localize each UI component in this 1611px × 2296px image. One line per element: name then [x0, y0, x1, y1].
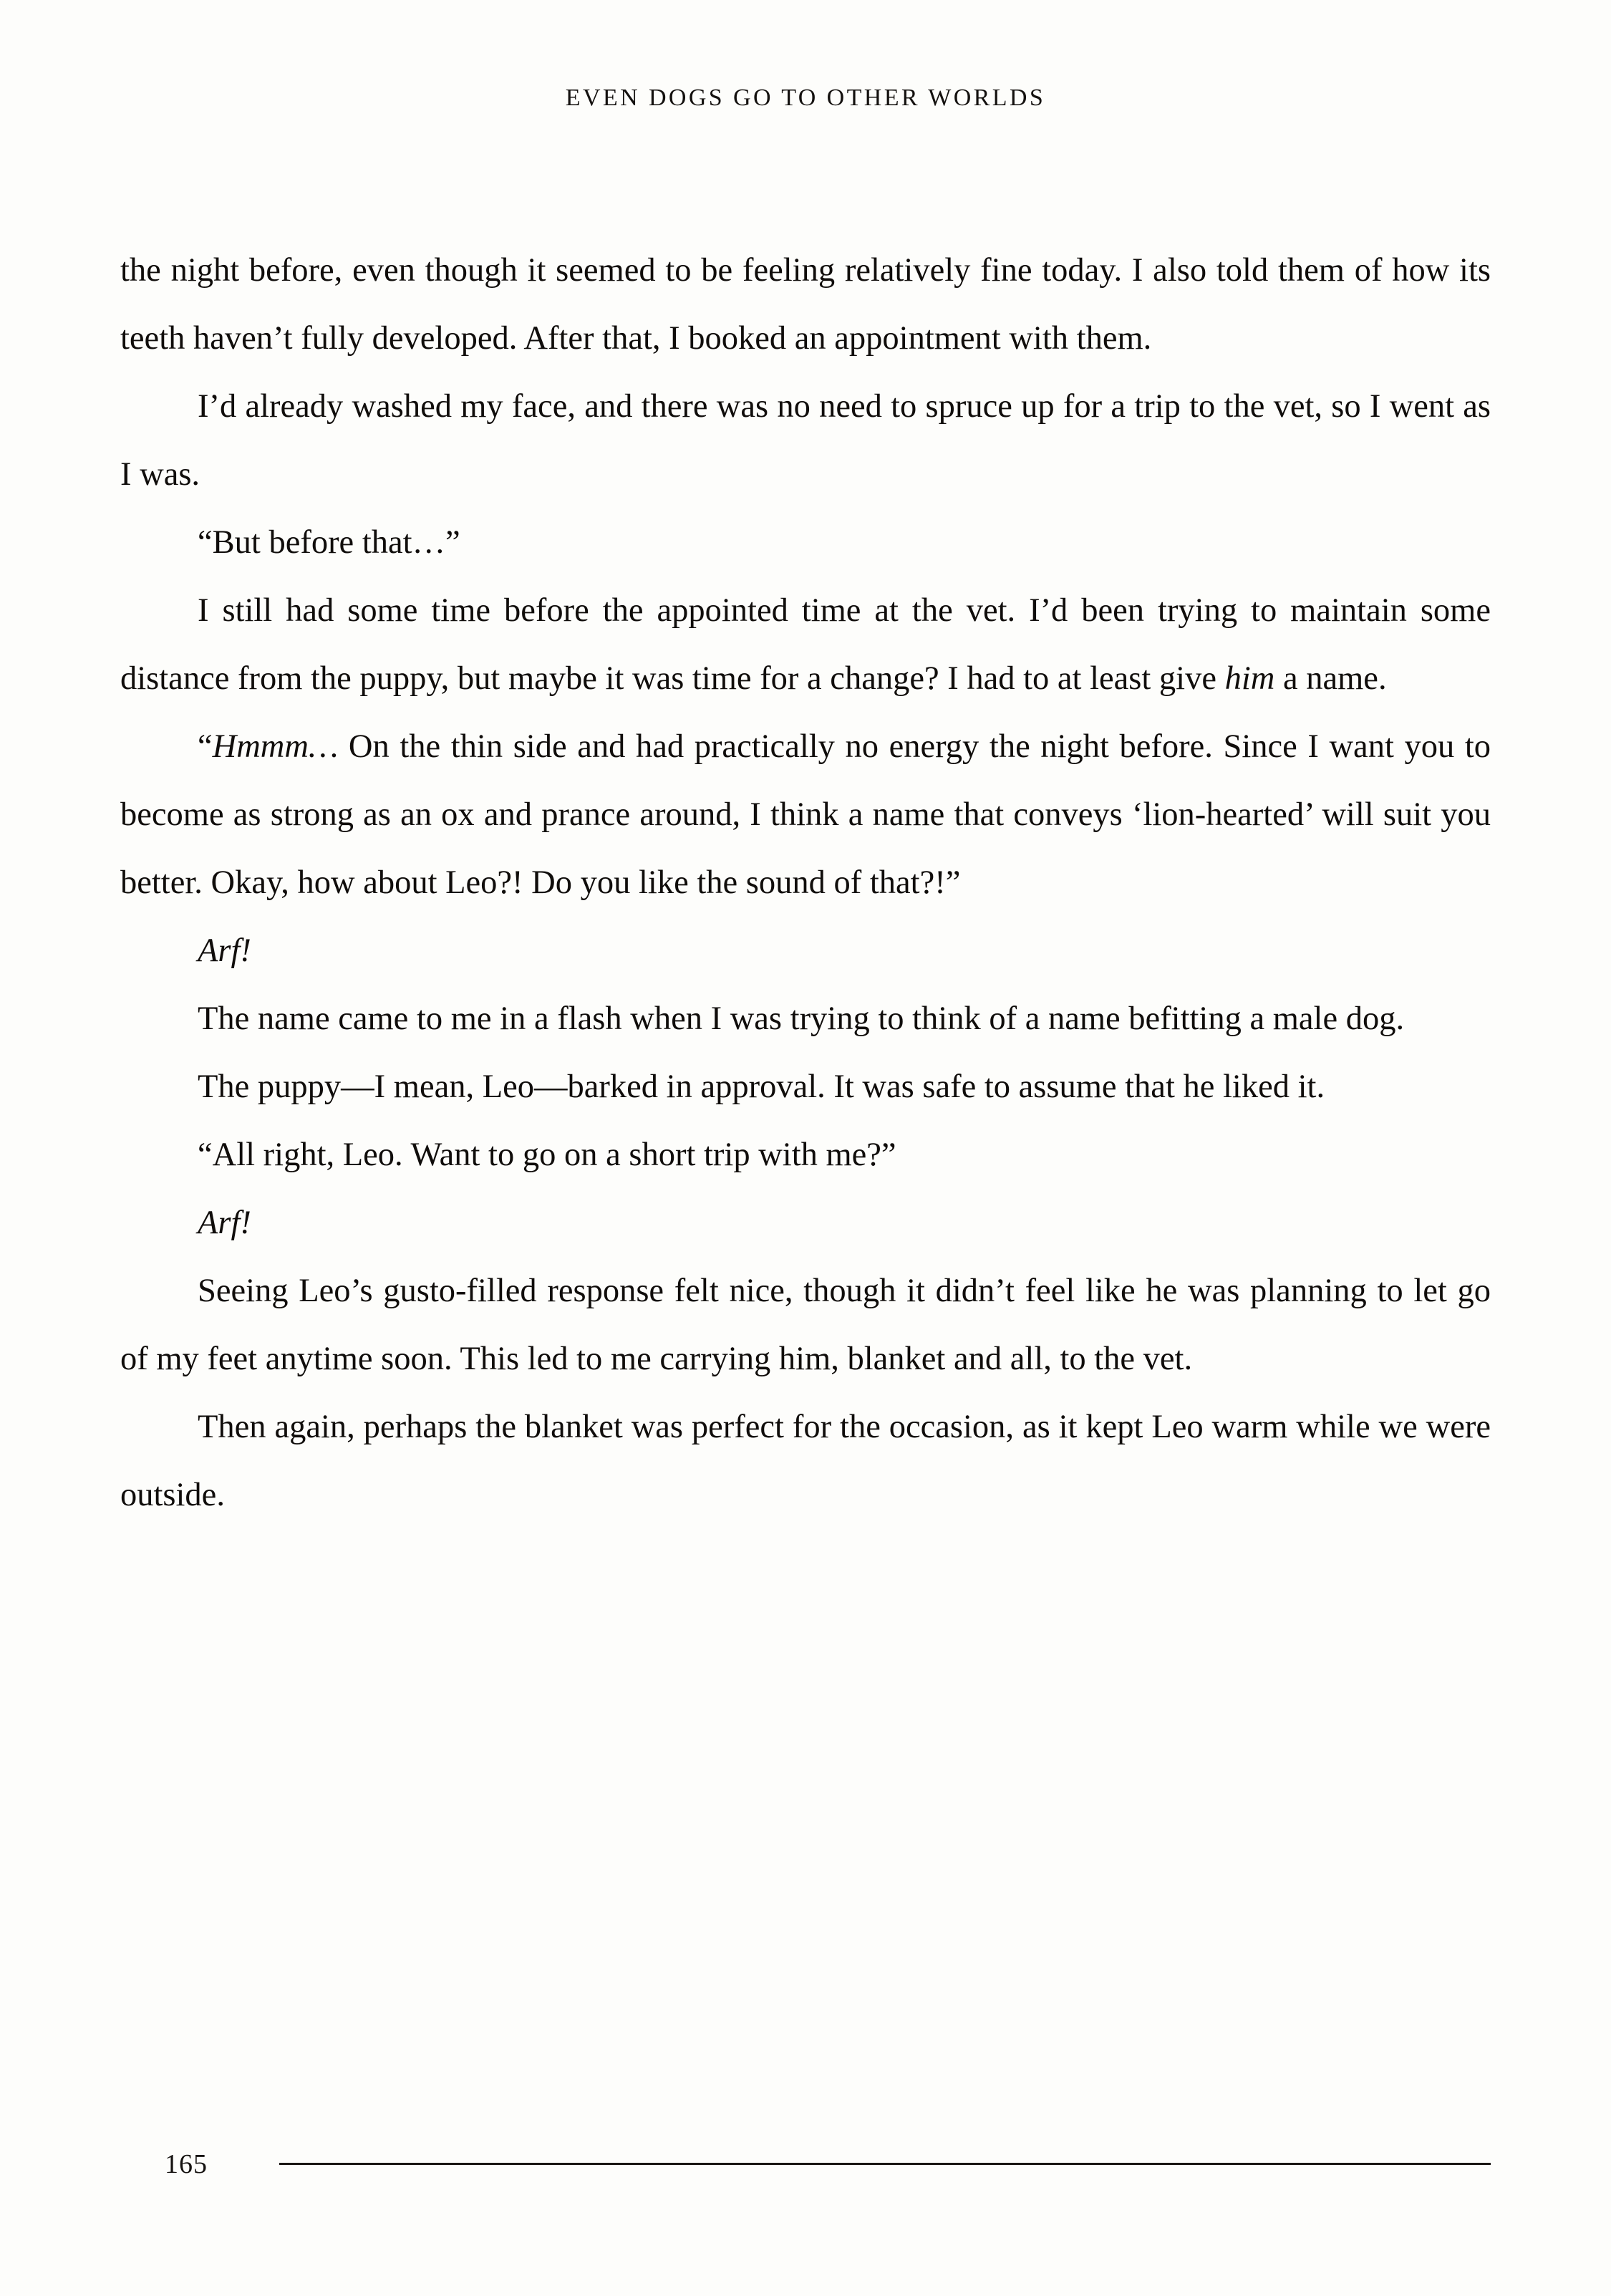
- paragraph-text: The name came to me in a flash when I was trying to think of a name befitting a male dog.: [198, 1000, 1405, 1037]
- paragraph: [120, 236, 1491, 372]
- paragraph: [120, 1053, 1491, 1121]
- paragraph-text: “All right, Leo. Want to go on a short trip with me?”: [198, 1137, 896, 1173]
- footer-rule: [279, 2163, 1491, 2165]
- paragraph-text: The puppy—I mean, Leo—barked in approval. It was safe to assume that he liked it.: [198, 1069, 1325, 1105]
- paragraph: [120, 372, 1491, 508]
- paragraph: [120, 1257, 1491, 1393]
- paragraph-text: I still had some time before the appointed time at the vet. I’d been trying to maintain some distance from the puppy, but maybe it was time for a change? I had to at least give: [120, 592, 1491, 697]
- paragraph: [120, 1121, 1491, 1189]
- paragraph: [120, 713, 1491, 917]
- paragraph-text: Seeing Leo’s gusto-filled response felt nice, though it didn’t feel like he was planning to let go of my feet anytime soon. This led to me carrying him, blanket and all, to the vet.: [120, 1273, 1491, 1377]
- paragraph-text: “But before that…”: [198, 524, 460, 561]
- paragraph-text: On the thin side and had practically no energy the night before. Since I want you to become as strong as an ox and prance around, I think a name that conveys ‘lion-hearted’ will suit you better. Okay, how about Leo?! Do you like the sound of that?!”: [120, 728, 1491, 901]
- page-number: 165: [165, 2149, 208, 2179]
- running-head: EVEN DOGS GO TO OTHER WORLDS: [565, 85, 1046, 111]
- paragraph: [120, 1393, 1491, 1529]
- paragraph-text: the night before, even though it seemed to be feeling relatively fine today. I also told them of how its teeth haven’t fully developed. After that, I booked an appointment with them.: [120, 252, 1491, 357]
- paragraph: [120, 1189, 1491, 1257]
- paragraph: [120, 577, 1491, 713]
- paragraph: [120, 985, 1491, 1053]
- emphasis-text: Arf!: [198, 932, 251, 969]
- emphasis-text: Hmmm…: [212, 728, 339, 765]
- paragraph: [120, 917, 1491, 985]
- paragraph-text: “: [198, 728, 213, 765]
- body-text: [120, 236, 1491, 1529]
- paragraph-text: I’d already washed my face, and there was no need to spruce up for a trip to the vet, so I went as I was.: [120, 388, 1491, 493]
- emphasis-text: Arf!: [198, 1205, 251, 1241]
- page-footer: [120, 2148, 1491, 2177]
- paragraph-text: Then again, perhaps the blanket was perfect for the occasion, as it kept Leo warm while we were outside.: [120, 1409, 1491, 1513]
- emphasis-text: him: [1224, 660, 1275, 697]
- paragraph: [120, 508, 1491, 577]
- paragraph-text: a name.: [1274, 660, 1387, 697]
